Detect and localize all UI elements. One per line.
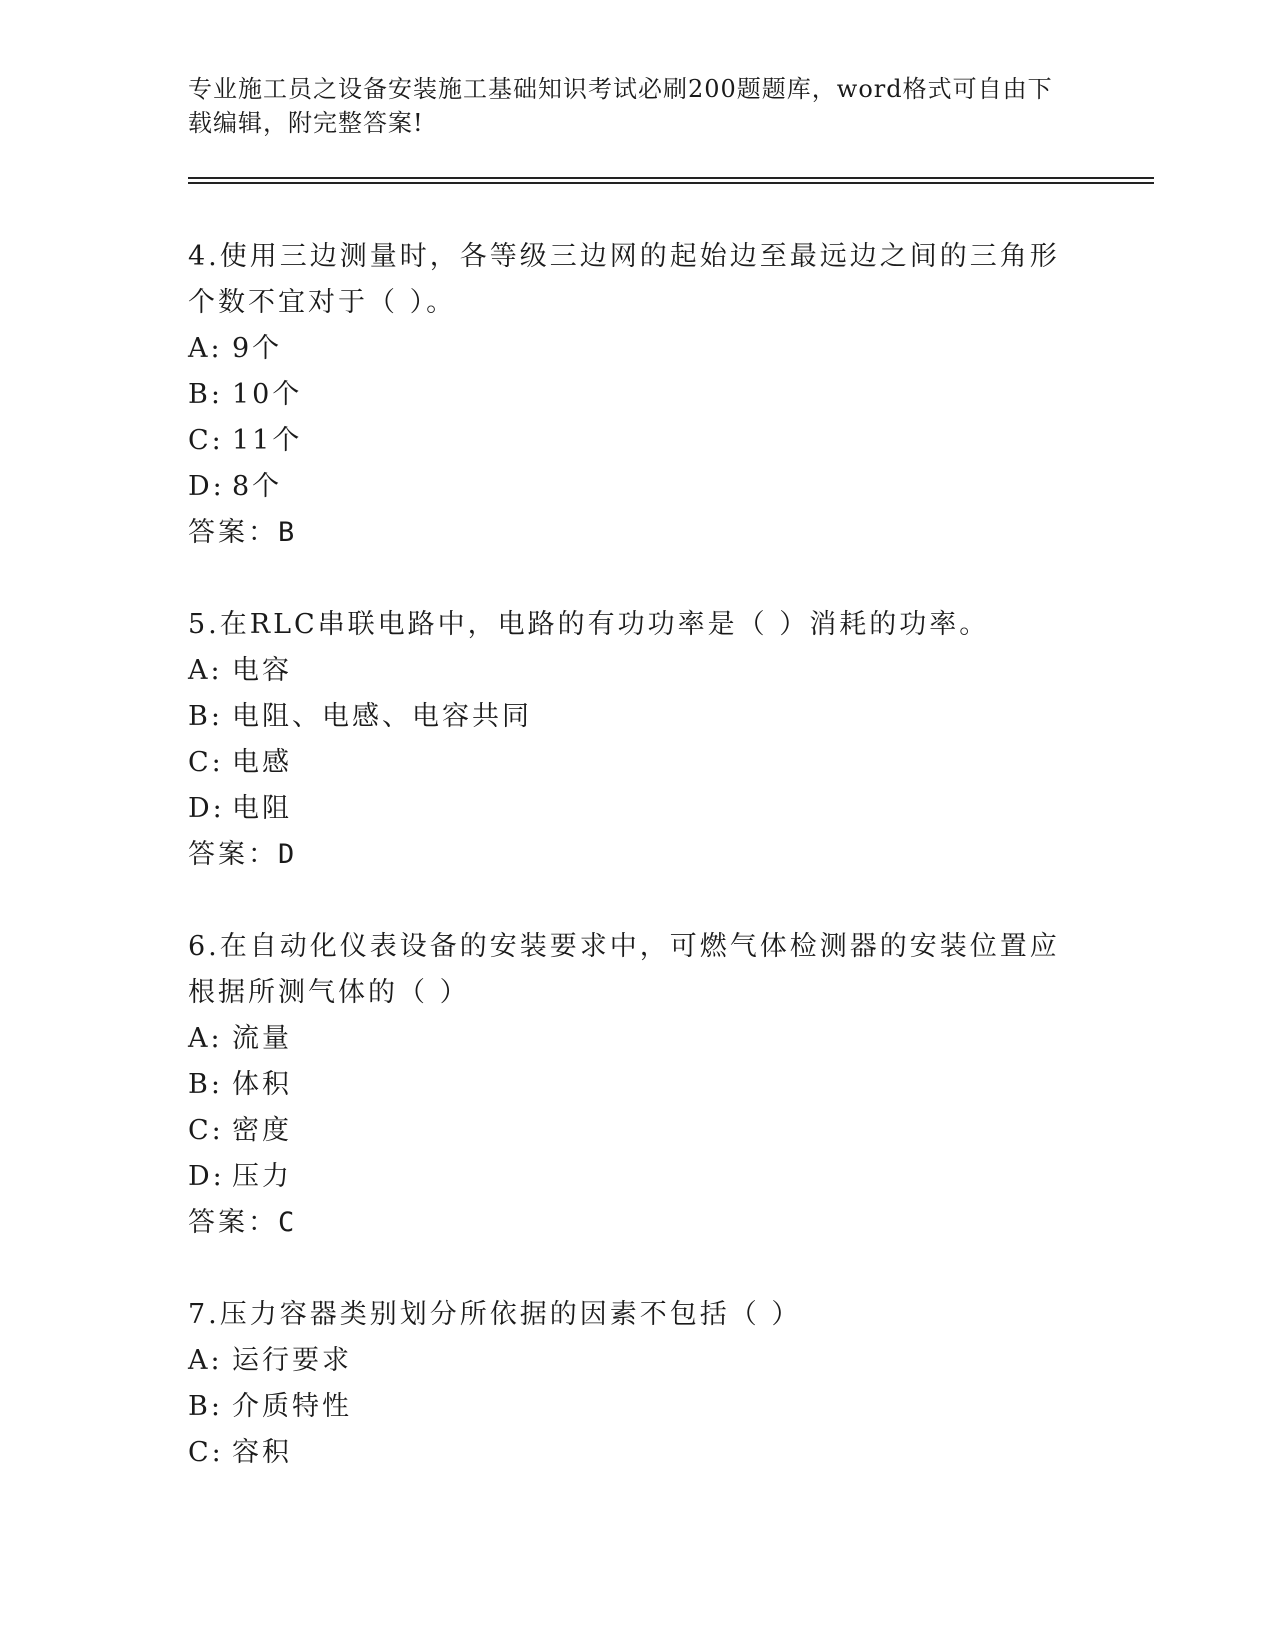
answer-label: 答案： — [188, 517, 278, 548]
option-letter: A: — [188, 1345, 223, 1376]
option-letter: B: — [188, 379, 223, 410]
option-letter: A: — [188, 1023, 223, 1054]
question-block — [188, 602, 1068, 878]
option-row — [188, 1062, 1068, 1108]
option-letter: B: — [188, 701, 223, 732]
answer-value: B — [278, 517, 295, 548]
option-row — [188, 372, 1068, 418]
question-block — [188, 924, 1068, 1246]
answer-label: 答案： — [188, 1207, 278, 1238]
option-row — [188, 1430, 1068, 1476]
option-row — [188, 1384, 1068, 1430]
option-row — [188, 1154, 1068, 1200]
answer-value: D — [278, 839, 295, 870]
option-letter: D: — [188, 793, 225, 824]
option-text: 电阻 — [232, 793, 292, 824]
option-text: 流量 — [232, 1023, 292, 1054]
answer-value: C — [278, 1207, 295, 1238]
option-letter: A: — [188, 655, 223, 686]
question-text: 5.在RLC串联电路中，电路的有功功率是（ ）消耗的功率。 — [188, 609, 990, 640]
option-letter: D: — [188, 471, 225, 502]
option-letter: A: — [188, 333, 223, 364]
option-text: 体积 — [232, 1069, 292, 1100]
option-text: 10个 — [232, 379, 303, 410]
option-row — [188, 1016, 1068, 1062]
question-block — [188, 234, 1068, 556]
option-text: 电容 — [232, 655, 292, 686]
option-text: 8个 — [232, 471, 283, 502]
answer-line — [188, 1200, 1068, 1246]
answer-line — [188, 510, 1068, 556]
option-row — [188, 648, 1068, 694]
option-letter: D: — [188, 1161, 225, 1192]
question-block — [188, 1292, 1068, 1476]
question-text: 4.使用三边测量时，各等级三边网的起始边至最远边之间的三角形个数不宜对于（ ）。 — [188, 241, 1060, 318]
option-text: 压力 — [232, 1161, 292, 1192]
question-list — [188, 234, 1068, 1522]
option-text: 电阻、电感、电容共同 — [232, 701, 532, 732]
option-text: 容积 — [232, 1437, 292, 1468]
option-row — [188, 1108, 1068, 1154]
option-text: 9个 — [232, 333, 283, 364]
option-text: 电感 — [232, 747, 292, 778]
option-letter: C: — [188, 1115, 224, 1146]
option-text: 密度 — [232, 1115, 292, 1146]
option-text: 运行要求 — [232, 1345, 352, 1376]
option-letter: C: — [188, 425, 224, 456]
option-text: 介质特性 — [232, 1391, 352, 1422]
header-divider — [188, 177, 1154, 179]
document-header: 专业施工员之设备安装施工基础知识考试必刷200题题库，word格式可自由下载编辑，附完整答案! — [188, 75, 1053, 137]
question-text: 7.压力容器类别划分所依据的因素不包括（ ） — [188, 1299, 802, 1330]
option-row — [188, 694, 1068, 740]
answer-label: 答案： — [188, 839, 278, 870]
option-row — [188, 464, 1068, 510]
option-row — [188, 786, 1068, 832]
option-letter: B: — [188, 1069, 223, 1100]
option-row — [188, 418, 1068, 464]
option-row — [188, 1338, 1068, 1384]
option-letter: C: — [188, 1437, 224, 1468]
option-row — [188, 326, 1068, 372]
header-divider-double — [188, 182, 1154, 184]
option-row — [188, 740, 1068, 786]
option-letter: C: — [188, 747, 224, 778]
answer-line — [188, 832, 1068, 878]
option-text: 11个 — [232, 425, 303, 456]
option-letter: B: — [188, 1391, 223, 1422]
question-text: 6.在自动化仪表设备的安装要求中，可燃气体检测器的安装位置应根据所测气体的（ ） — [188, 931, 1060, 1008]
